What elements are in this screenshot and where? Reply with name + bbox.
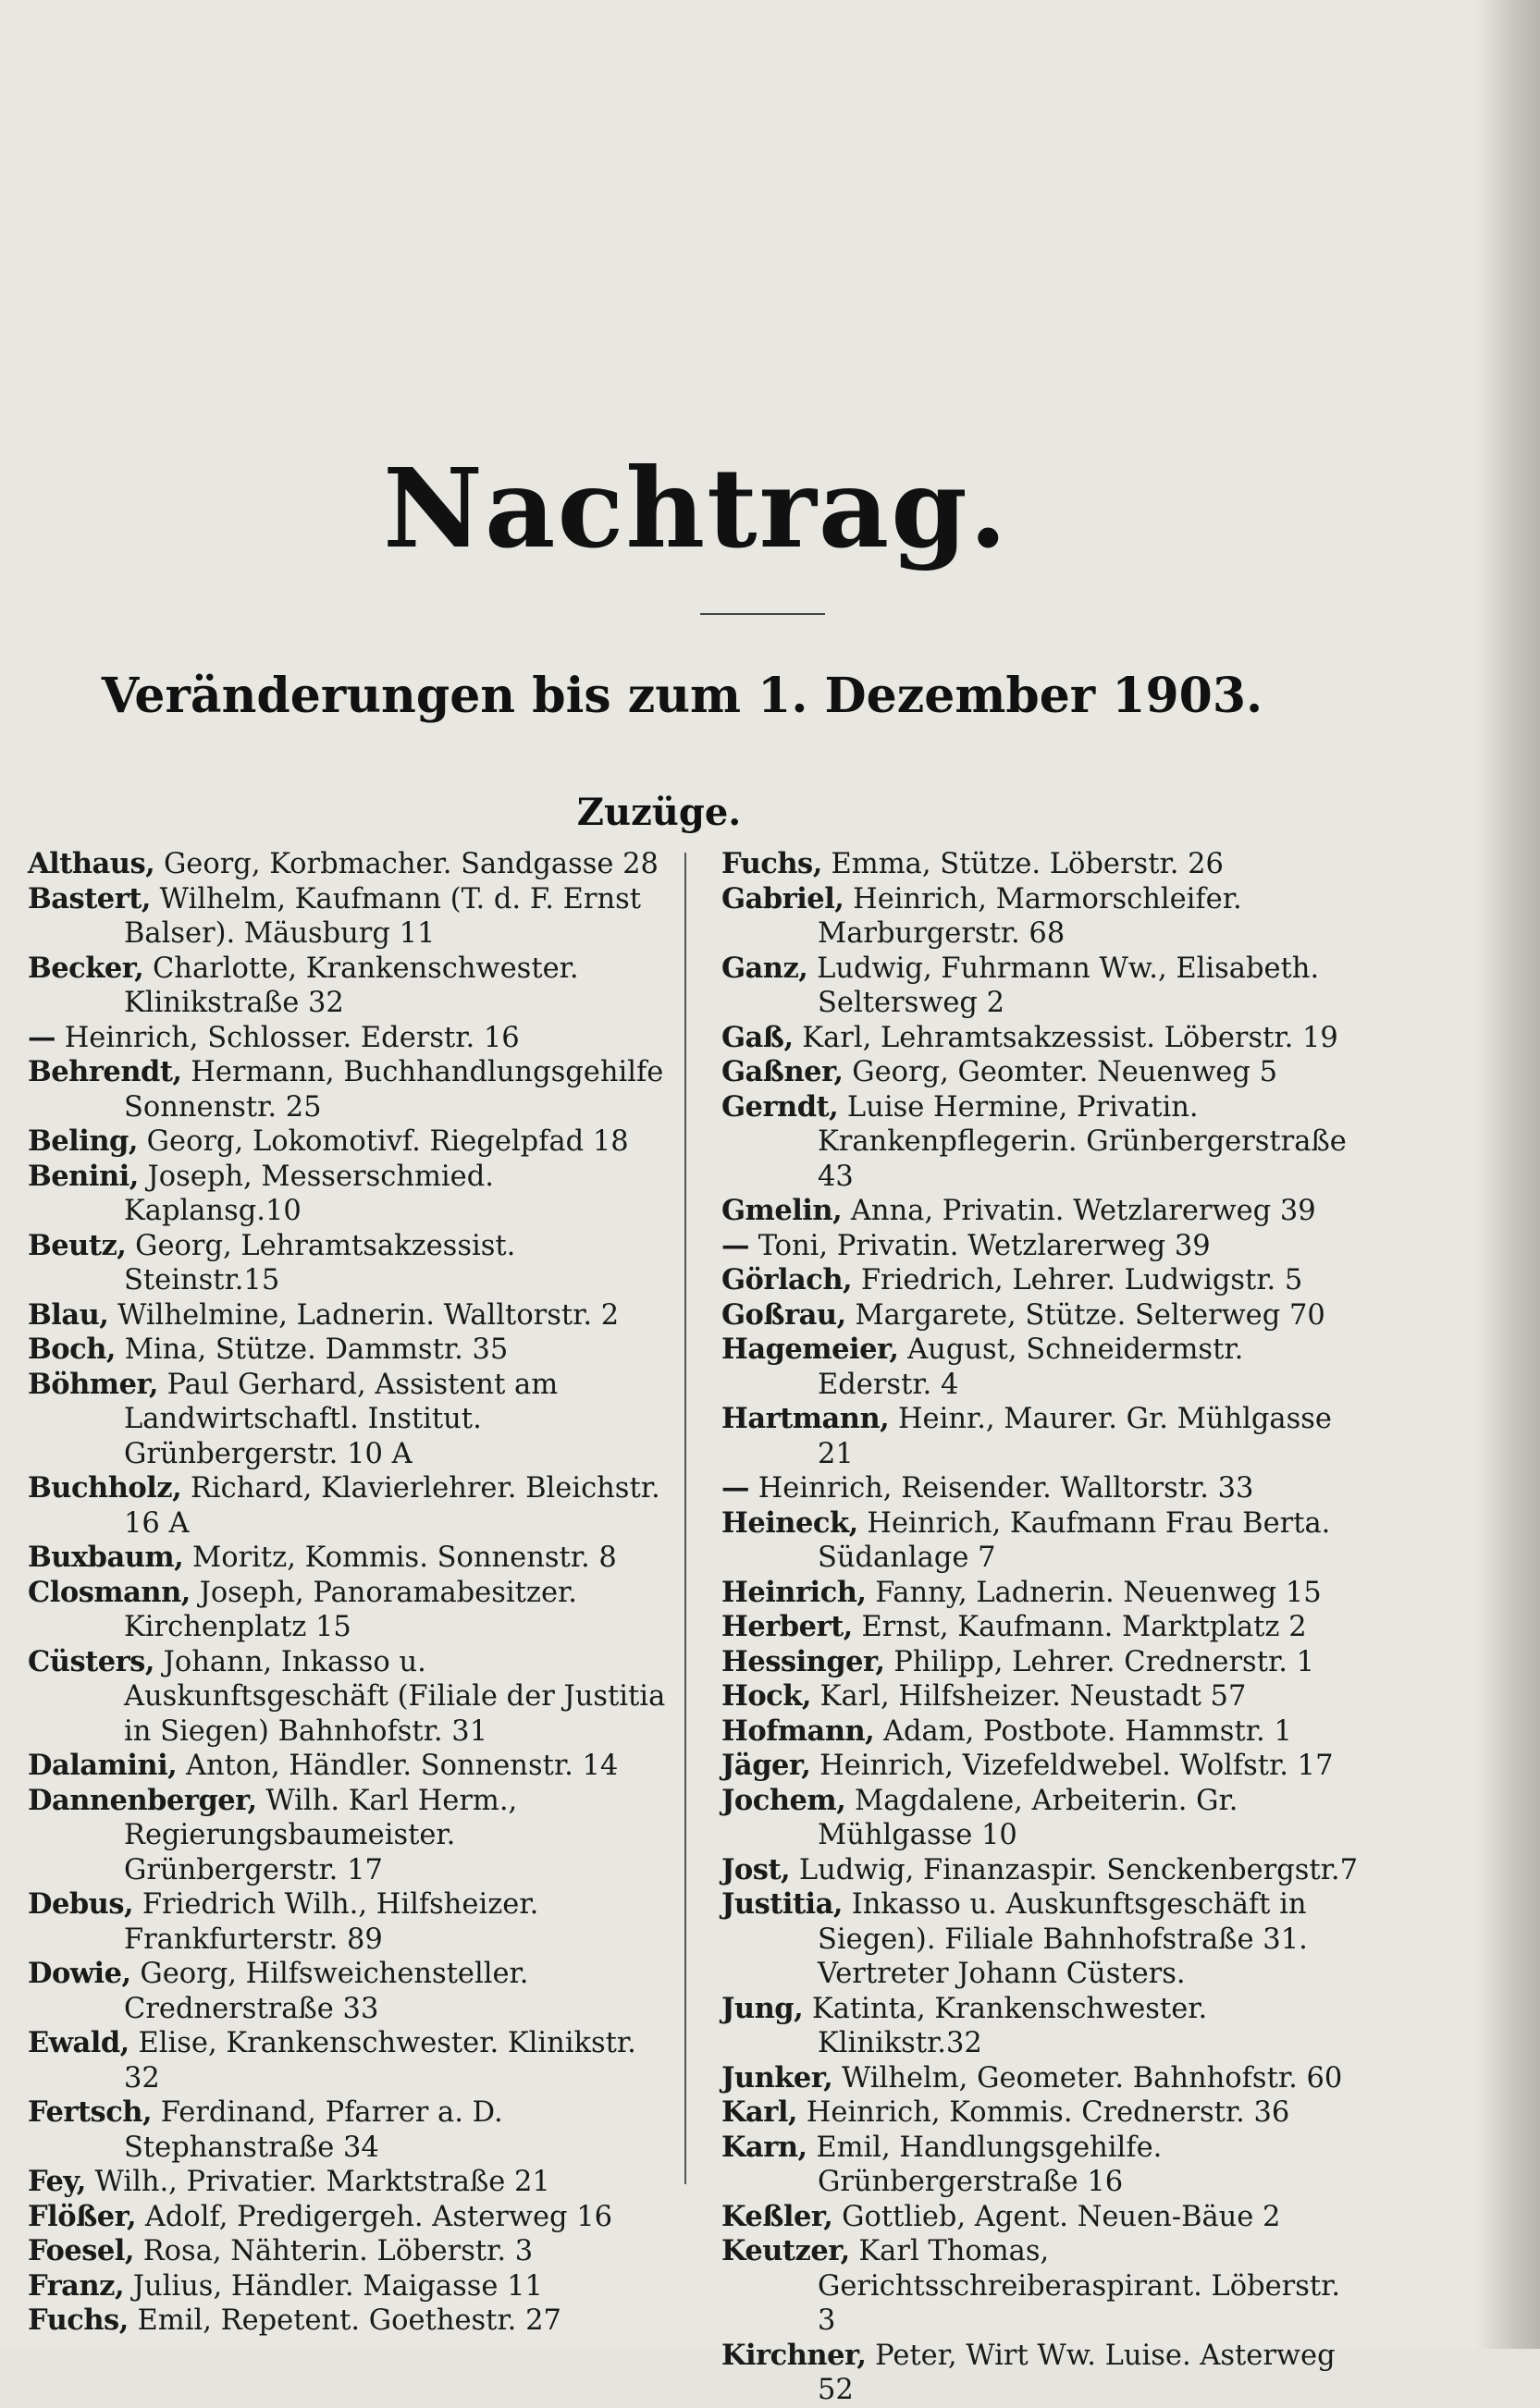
directory-entry — [721, 1471, 1364, 1506]
entry-details: Toni, Privatin. Wetzlarerweg 39 — [749, 1229, 1211, 1262]
entry-details: Friedrich, Lehrer. Ludwigstr. 5 — [852, 1264, 1303, 1296]
directory-entry — [721, 1090, 1364, 1195]
directory-entry — [28, 1645, 666, 1750]
entry-details: Wilhelmine, Ladnerin. Walltorstr. 2 — [108, 1298, 620, 1332]
entry-details: Karl Thomas, Gerichtsschreiberaspirant. Löberstr. 3 — [818, 2235, 1341, 2337]
directory-entry — [721, 1645, 1364, 1680]
directory-entry — [28, 952, 666, 1021]
entry-surname: Hessinger, — [721, 1644, 885, 1678]
entry-surname: Goßrau, — [721, 1297, 846, 1332]
entry-surname: Keßler, — [721, 2199, 833, 2233]
entry-surname: Buchholz, — [28, 1471, 182, 1505]
entry-surname: Justitia, — [721, 1887, 844, 1921]
directory-entry — [721, 2095, 1364, 2131]
entry-details: Wilhelm, Geometer. Bahnhofstr. 60 — [832, 2061, 1343, 2095]
directory-entry — [721, 1263, 1364, 1298]
entry-surname: Heinrich, — [721, 1575, 867, 1609]
entry-details: Wilh., Privatier. Marktstraße 21 — [85, 2166, 550, 2198]
entry-details: Heinrich, Vizefeldwebel. Wolfstr. 17 — [810, 1750, 1334, 1782]
directory-entry — [28, 1124, 666, 1160]
entry-surname: Ewald, — [28, 2026, 129, 2059]
directory-entry — [721, 1679, 1364, 1714]
entry-surname: Beutz, — [28, 1228, 127, 1262]
entry-surname: Dowie, — [28, 1957, 131, 1990]
directory-entry — [28, 1541, 666, 1576]
entry-surname: Boch, — [28, 1333, 116, 1366]
entry-details: Georg, Hilfsweichensteller. Crednerstraße 33 — [124, 1958, 529, 2025]
page-title: Nachtrag. — [383, 444, 1009, 572]
directory-entry — [28, 1021, 666, 1056]
directory-entry — [28, 1749, 666, 1784]
entry-details: Moritz, Kommis. Sonnenstr. 8 — [183, 1542, 617, 1574]
entry-details: Adolf, Predigergeh. Asterweg 16 — [136, 2200, 613, 2233]
entry-surname: Behrendt, — [28, 1055, 182, 1088]
entry-details: Ferdinand, Pfarrer a. D. Stephanstraße 34 — [124, 2096, 503, 2164]
entry-surname: Gerndt, — [721, 1089, 839, 1124]
directory-entry — [28, 2304, 666, 2339]
entry-surname: Benini, — [28, 1159, 139, 1193]
entry-details: Ludwig, Fuhrmann Ww., Elisabeth. Seltersweg 2 — [807, 952, 1320, 1019]
directory-entry — [721, 847, 1364, 882]
entry-surname: Fey, — [28, 2165, 86, 2198]
entry-details: Philipp, Lehrer. Crednerstr. 1 — [884, 1645, 1314, 1678]
directory-entry — [28, 1368, 666, 1472]
entry-surname: Ganz, — [721, 951, 808, 985]
directory-entry — [28, 1229, 666, 1298]
directory-entry — [721, 882, 1364, 952]
entry-details: Rosa, Nähterin. Löberstr. 3 — [134, 2235, 534, 2267]
entry-details: Emma, Stütze. Löberstr. 26 — [821, 848, 1224, 880]
directory-entry — [28, 2269, 666, 2304]
entry-details: Georg, Lokomotivf. Riegelpfad 18 — [137, 1125, 629, 1158]
entry-surname: Becker, — [28, 951, 144, 985]
entry-surname: Hofmann, — [721, 1714, 875, 1748]
directory-entry — [28, 847, 666, 882]
entry-surname: Heineck, — [721, 1505, 858, 1540]
entry-surname: — — [28, 1020, 55, 1054]
directory-entry — [28, 1298, 666, 1333]
entry-surname: Fertsch, — [28, 2095, 153, 2129]
entry-details: Magdalene, Arbeiterin. Gr. Mühlgasse 10 — [818, 1784, 1238, 1851]
directory-entry — [721, 1194, 1364, 1229]
entry-details: Friedrich Wilh., Hilfsheizer. Frankfurterstr. 89 — [124, 1888, 539, 1956]
entry-surname: Jochem, — [721, 1783, 846, 1817]
entry-details: Margarete, Stütze. Selterweg 70 — [845, 1298, 1325, 1332]
entry-details: Karl, Lehramtsakzessist. Löberstr. 19 — [793, 1021, 1338, 1054]
entry-surname: Gmelin, — [721, 1194, 843, 1227]
entry-surname: Junker, — [721, 2060, 833, 2095]
entry-details: August, Schneidermstr. Ederstr. 4 — [818, 1333, 1244, 1401]
entry-details: Heinrich, Marmorschleifer. Marburgerstr. 68 — [818, 882, 1242, 950]
directory-entry — [721, 2131, 1364, 2200]
directory-entry — [721, 1055, 1364, 1090]
entry-surname: Dalamini, — [28, 1749, 178, 1782]
entry-details: Joseph, Panoramabesitzer. Kirchenplatz 15 — [124, 1576, 577, 1643]
directory-entry — [721, 1229, 1364, 1264]
entry-surname: Jäger, — [721, 1749, 811, 1782]
entry-surname: Cüsters, — [28, 1644, 154, 1678]
page-subtitle: Veränderungen bis zum 1. Dezember 1903. — [101, 668, 1263, 724]
directory-entry — [28, 1055, 666, 1124]
entry-details: Karl, Hilfsheizer. Neustadt 57 — [810, 1680, 1247, 1713]
directory-entry — [721, 2200, 1364, 2235]
directory-entry — [721, 1992, 1364, 2061]
entry-surname: Fuchs, — [28, 2304, 129, 2337]
entry-details: Elise, Krankenschwester. Klinikstr. 32 — [124, 2027, 636, 2095]
directory-entry — [28, 882, 666, 952]
directory-entry — [721, 1333, 1364, 1402]
entry-details: Georg, Lehramtsakzessist. Steinstr.15 — [124, 1229, 516, 1296]
directory-entry — [28, 1887, 666, 1957]
entry-surname: Blau, — [28, 1297, 109, 1332]
entry-surname: Görlach, — [721, 1263, 853, 1296]
directory-entry — [721, 2234, 1364, 2339]
directory-entry — [28, 1784, 666, 1888]
entry-surname: Herbert, — [721, 1610, 853, 1643]
entry-details: Heinrich, Kaufmann Frau Berta. Südanlage 7 — [818, 1506, 1331, 1574]
entry-details: Georg, Geomter. Neuenweg 5 — [843, 1056, 1277, 1088]
left-column — [28, 847, 666, 2339]
entry-surname: Flößer, — [28, 2199, 137, 2233]
entry-details: Katinta, Krankenschwester. Klinikstr.32 — [803, 1992, 1208, 2059]
entry-surname: Beling, — [28, 1124, 138, 1158]
entry-details: Emil, Repetent. Goethestr. 27 — [128, 2304, 561, 2337]
entry-surname: Hagemeier, — [721, 1333, 899, 1366]
entry-details: Richard, Klavierlehrer. Bleichstr. 16 A — [124, 1472, 660, 1540]
entry-details: Georg, Korbmacher. Sandgasse 28 — [154, 848, 659, 880]
column-divider — [684, 853, 686, 2184]
entry-surname: Gabriel, — [721, 881, 844, 915]
directory-entry — [28, 2200, 666, 2235]
page-edge-shadow — [1475, 0, 1540, 2349]
directory-entry — [721, 2061, 1364, 2096]
entry-details: Johann, Inkasso u. Auskunftsgeschäft (Filiale der Justitia in Siegen) Bahnhofstr. 31 — [124, 1645, 666, 1748]
entry-details: Gottlieb, Agent. Neuen-Bäue 2 — [832, 2200, 1281, 2233]
directory-entry — [28, 2165, 666, 2200]
entry-details: Heinrich, Kommis. Crednerstr. 36 — [797, 2096, 1290, 2129]
entry-surname: Dannenberger, — [28, 1783, 257, 1817]
directory-entry — [28, 2234, 666, 2269]
entry-details: Heinrich, Schlosser. Ederstr. 16 — [55, 1021, 520, 1054]
entry-details: Wilh. Karl Herm., Regierungsbaumeister. Grünbergerstr. 17 — [124, 1784, 518, 1886]
entry-details: Inkasso u. Auskunftsgeschäft in Siegen). Filiale Bahnhofstraße 31. Vertreter Johann Cüsters. — [818, 1888, 1308, 1990]
directory-entry — [28, 1576, 666, 1645]
entry-surname: Gaßner, — [721, 1055, 844, 1088]
directory-entry — [721, 1887, 1364, 1992]
right-column — [721, 847, 1364, 2408]
entry-details: Julius, Händler. Maigasse 11 — [124, 2269, 543, 2303]
entry-surname: — — [721, 1228, 749, 1262]
entry-details: Anna, Privatin. Wetzlarerweg 39 — [842, 1195, 1316, 1227]
section-heading: Zuzüge. — [576, 791, 742, 834]
entry-surname: Kirchner, — [721, 2338, 867, 2372]
directory-entry — [28, 1957, 666, 2026]
entry-surname: Hock, — [721, 1679, 811, 1713]
directory-entry — [721, 1576, 1364, 1611]
entry-details: Mina, Stütze. Dammstr. 35 — [116, 1333, 509, 1366]
entry-details: Peter, Wirt Ww. Luise. Asterweg 52 — [818, 2339, 1336, 2406]
directory-entry — [721, 1749, 1364, 1784]
directory-entry — [721, 2339, 1364, 2408]
entry-surname: Jung, — [721, 1991, 804, 2025]
entry-details: Hermann, Buchhandlungsgehilfe Sonnenstr. 25 — [124, 1056, 664, 1124]
entry-surname: — — [721, 1471, 749, 1505]
entry-details: Fanny, Ladnerin. Neuenweg 15 — [866, 1576, 1322, 1609]
directory-entry — [28, 1160, 666, 1229]
directory-entry — [28, 2095, 666, 2165]
entry-surname: Hartmann, — [721, 1402, 890, 1435]
directory-entry — [721, 1784, 1364, 1853]
entry-details: Heinrich, Reisender. Walltorstr. 33 — [749, 1472, 1254, 1505]
directory-entry — [721, 1298, 1364, 1333]
entry-surname: Karl, — [721, 2095, 798, 2129]
directory-entry — [721, 1402, 1364, 1471]
entry-surname: Closmann, — [28, 1575, 191, 1609]
directory-entry — [721, 1714, 1364, 1750]
entry-surname: Foesel, — [28, 2234, 135, 2267]
entry-details: Luise Hermine, Privatin. Krankenpflegerin. Grünbergerstraße 43 — [818, 1090, 1347, 1193]
entry-surname: Franz, — [28, 2268, 125, 2303]
entry-details: Heinr., Maurer. Gr. Mühlgasse 21 — [818, 1403, 1332, 1470]
entry-details: Anton, Händler. Sonnenstr. 14 — [177, 1750, 619, 1782]
title-divider — [700, 613, 825, 615]
entry-surname: Fuchs, — [721, 847, 822, 880]
directory-entry — [721, 1021, 1364, 1056]
entry-surname: Buxbaum, — [28, 1541, 184, 1574]
entry-details: Emil, Handlungsgehilfe. Grünbergerstraße 16 — [807, 2131, 1163, 2198]
entry-details: Wilhelm, Kaufmann (T. d. F. Ernst Balser). Mäusburg 11 — [124, 882, 642, 950]
directory-entry — [28, 1333, 666, 1368]
entry-details: Joseph, Messerschmied. Kaplansg.10 — [124, 1160, 494, 1227]
entry-details: Adam, Postbote. Hammstr. 1 — [874, 1714, 1292, 1748]
directory-entry — [28, 2026, 666, 2095]
directory-entry — [28, 1471, 666, 1541]
directory-entry — [721, 1853, 1364, 1888]
entry-details: Paul Gerhard, Assistent am Landwirtschaftl. Institut. Grünbergerstr. 10 A — [124, 1368, 559, 1470]
entry-surname: Jost, — [721, 1852, 791, 1886]
directory-entry — [721, 1506, 1364, 1576]
entry-surname: Althaus, — [28, 847, 155, 880]
directory-entry — [721, 952, 1364, 1021]
entry-surname: Karn, — [721, 2130, 807, 2164]
entry-surname: Debus, — [28, 1887, 134, 1921]
entry-surname: Keutzer, — [721, 2234, 850, 2267]
entry-details: Ludwig, Finanzaspir. Senckenbergstr.7 — [790, 1853, 1358, 1886]
directory-entry — [721, 1610, 1364, 1645]
entry-details: Charlotte, Krankenschwester. Klinikstraße 32 — [124, 952, 579, 1019]
entry-surname: Böhmer, — [28, 1367, 158, 1401]
entry-surname: Bastert, — [28, 881, 151, 915]
entry-details: Ernst, Kaufmann. Marktplatz 2 — [852, 1611, 1307, 1643]
entry-surname: Gaß, — [721, 1020, 794, 1054]
